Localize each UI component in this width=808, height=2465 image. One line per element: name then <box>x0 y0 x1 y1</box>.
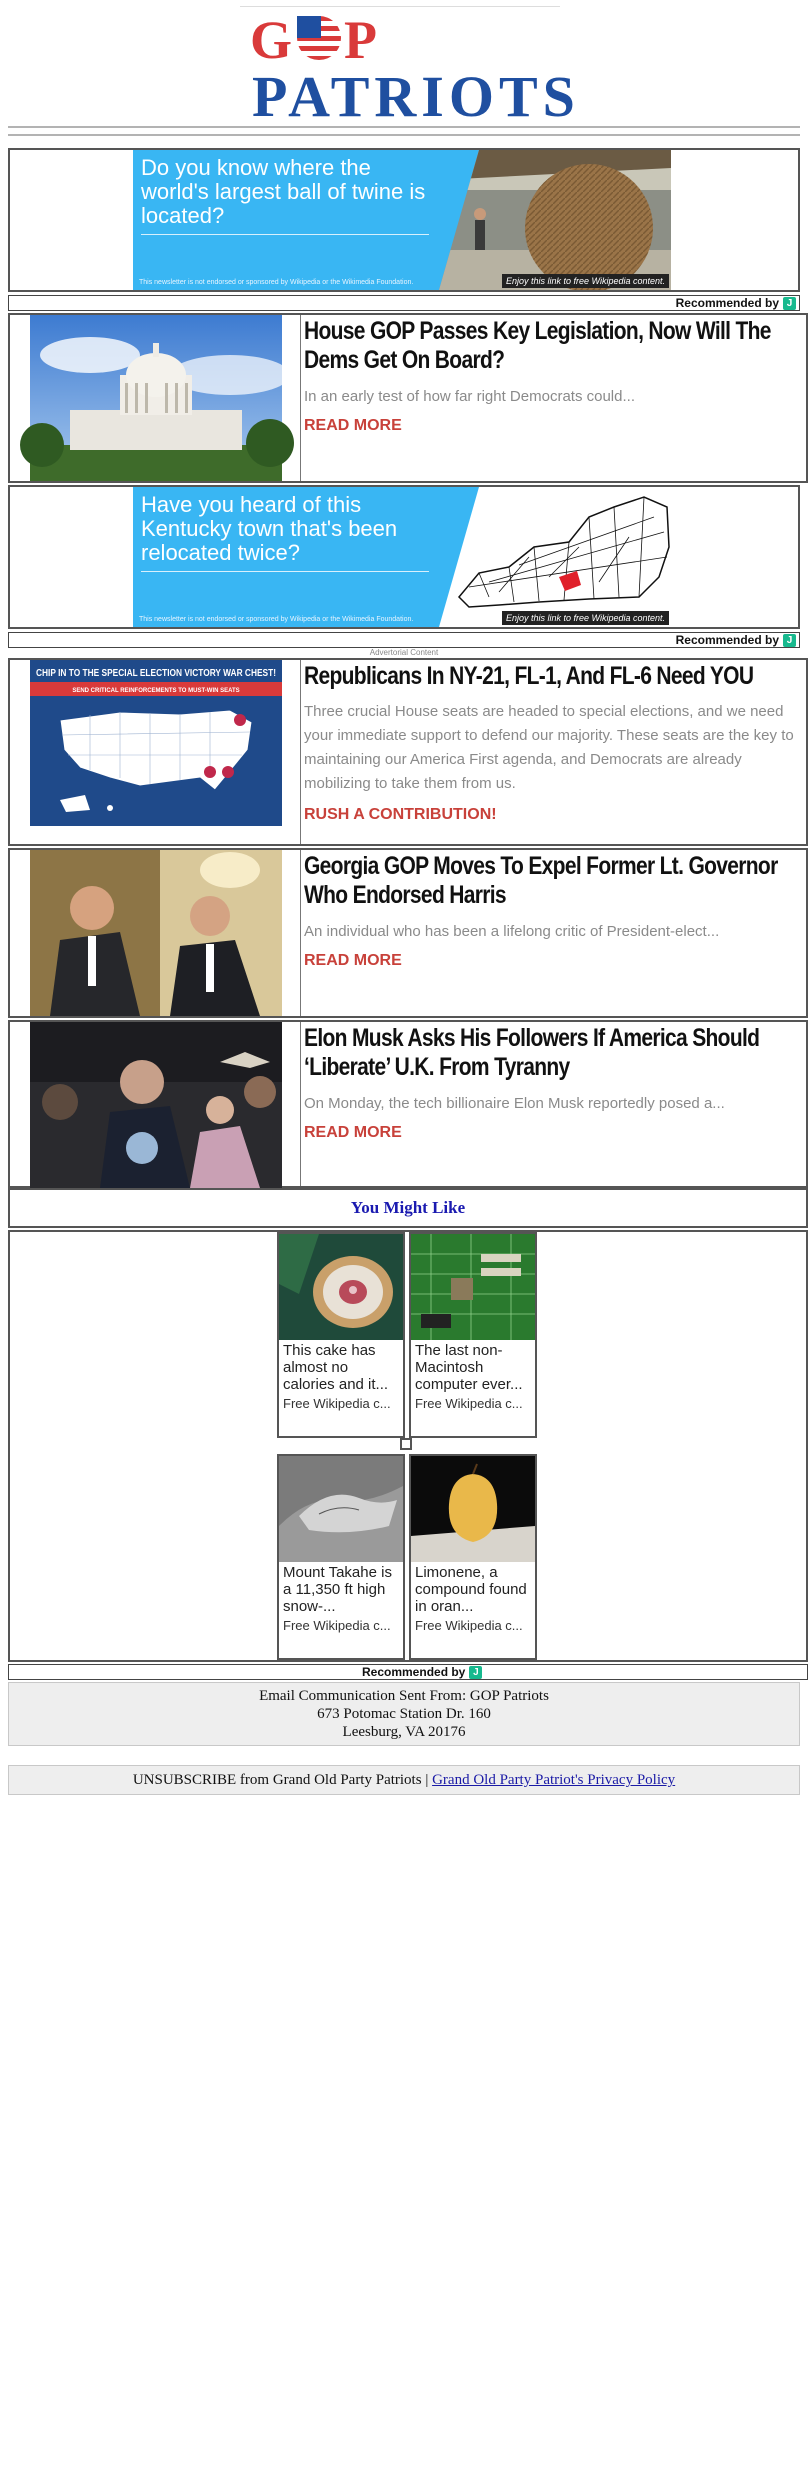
limonene-image <box>411 1456 535 1562</box>
card-source: Free Wikipedia c... <box>283 1618 391 1633</box>
article-excerpt: In an early test of how far right Democrats could... <box>304 388 635 405</box>
ad-disclaimer: This newsletter is not endorsed or sponsored by Wikipedia or the Wikimedia Foundation. <box>139 279 414 286</box>
capitol-image[interactable] <box>30 315 282 481</box>
article-row[interactable] <box>8 313 808 483</box>
card-title: The last non-Macintosh computer ever... <box>415 1342 523 1393</box>
card-source: Free Wikipedia c... <box>415 1396 523 1411</box>
elon-musk-photo[interactable] <box>30 1022 282 1188</box>
advertorial-label: Advertorial Content <box>369 648 439 657</box>
war-chest-map-image[interactable] <box>30 660 282 826</box>
recommender-logo-icon: J <box>783 297 796 310</box>
ad-rule <box>141 571 429 572</box>
recommendation-card[interactable] <box>409 1454 537 1660</box>
you-might-like-title: You Might Like <box>8 1188 808 1228</box>
flag-icon <box>297 16 341 60</box>
sender-address <box>8 1682 800 1746</box>
logo-letter-g: G <box>250 10 295 70</box>
contribute-link[interactable]: RUSH A CONTRIBUTION! <box>304 806 497 823</box>
recommender-logo-icon: J <box>783 634 796 647</box>
recommended-label: Recommended by <box>675 296 779 310</box>
card-title: Limonene, a compound found in oran... <box>415 1564 527 1615</box>
logo-gop <box>250 9 379 71</box>
address-line: 673 Potomac Station Dr. 160 <box>317 1706 491 1722</box>
ad-caption: Enjoy this link to free Wikipedia content. <box>502 274 669 288</box>
sender-line: Email Communication Sent From: GOP Patriots <box>259 1688 549 1704</box>
article-headline[interactable]: House GOP Passes Key Legislation, Now Will The Dems Get On Board? <box>304 317 771 374</box>
image-banner-sub: SEND CRITICAL REINFORCEMENTS TO MUST-WIN SEATS <box>72 688 240 694</box>
logo-patriots: PATRIOTS <box>252 64 580 129</box>
read-more-link[interactable]: READ MORE <box>304 417 402 434</box>
read-more-link[interactable]: READ MORE <box>304 952 402 969</box>
image-banner-title: CHIP IN TO THE SPECIAL ELECTION VICTORY WAR CHEST! <box>36 668 276 679</box>
recommendation-card[interactable] <box>277 1454 405 1660</box>
georgia-gop-photo[interactable] <box>30 850 282 1016</box>
article-row[interactable] <box>8 1020 808 1188</box>
mount-takahe-image <box>279 1456 403 1562</box>
unsubscribe-link[interactable]: UNSUBSCRIBE from Grand Old Party Patriots <box>132 1772 422 1788</box>
article-excerpt: An individual who has been a lifelong critic of President-elect... <box>304 923 720 940</box>
card-title: This cake has almost no calories and it... <box>283 1342 389 1393</box>
ad-caption: Enjoy this link to free Wikipedia content. <box>502 611 669 625</box>
article-headline[interactable]: Republicans In NY-21, FL-1, And FL-6 Need YOU <box>304 662 754 690</box>
ad-rule <box>141 234 429 235</box>
ad-banner-kentucky[interactable] <box>133 487 671 627</box>
article-excerpt: Three crucial House seats are headed to special elections, and we need your immediate support to defend our majority. These seats are the key to maintaining our America First agenda, and Democrats are already mobilizing to take them from us. <box>304 703 794 792</box>
ad-banner-twine[interactable] <box>133 150 671 290</box>
cake-image <box>279 1234 403 1340</box>
header-divider <box>8 126 800 128</box>
card-source: Free Wikipedia c... <box>283 1396 391 1411</box>
column-divider <box>300 850 301 1016</box>
ad-headline: Have you heard of this Kentucky town that's been relocated twice? <box>141 492 398 565</box>
motherboard-image <box>411 1234 535 1340</box>
recommended-label: Recommended by <box>362 1665 466 1679</box>
article-row[interactable] <box>8 658 808 846</box>
ad-disclaimer: This newsletter is not endorsed or sponsored by Wikipedia or the Wikimedia Foundation. <box>139 616 414 623</box>
article-headline[interactable]: Elon Musk Asks His Followers If America Should ‘Liberate’ U.K. From Tyranny <box>304 1024 760 1081</box>
recommendation-card[interactable] <box>409 1232 537 1438</box>
logo[interactable] <box>240 6 580 129</box>
read-more-link[interactable]: READ MORE <box>304 1124 402 1141</box>
spacer-square <box>400 1438 412 1450</box>
link-separator: | <box>425 1772 429 1788</box>
privacy-policy-link[interactable]: Grand Old Party Patriot's Privacy Policy <box>432 1772 676 1788</box>
article-row[interactable] <box>8 848 808 1018</box>
card-source: Free Wikipedia c... <box>415 1618 523 1633</box>
logo-letter-p: P <box>344 10 380 70</box>
column-divider <box>300 315 301 481</box>
recommended-by[interactable] <box>676 633 796 647</box>
column-divider <box>300 660 301 844</box>
article-headline[interactable]: Georgia GOP Moves To Expel Former Lt. Governor Who Endorsed Harris <box>304 852 778 909</box>
kentucky-map-image <box>439 487 671 627</box>
article-excerpt: On Monday, the tech billionaire Elon Musk reportedly posed a... <box>304 1095 725 1112</box>
recommendation-card[interactable] <box>277 1232 405 1438</box>
city-line: Leesburg, VA 20176 <box>342 1724 466 1740</box>
recommended-by[interactable] <box>362 1665 482 1679</box>
recommended-by[interactable] <box>676 296 796 310</box>
twine-ball-photo <box>439 150 671 290</box>
recommended-label: Recommended by <box>675 633 779 647</box>
recommender-logo-icon: J <box>469 1666 482 1679</box>
column-divider <box>300 1022 301 1186</box>
footer-links <box>8 1765 800 1795</box>
ad-headline: Do you know where the world's largest ball of twine is located? <box>141 155 426 228</box>
header-divider <box>8 134 800 136</box>
card-title: Mount Takahe is a 11,350 ft high snow-... <box>283 1564 392 1615</box>
